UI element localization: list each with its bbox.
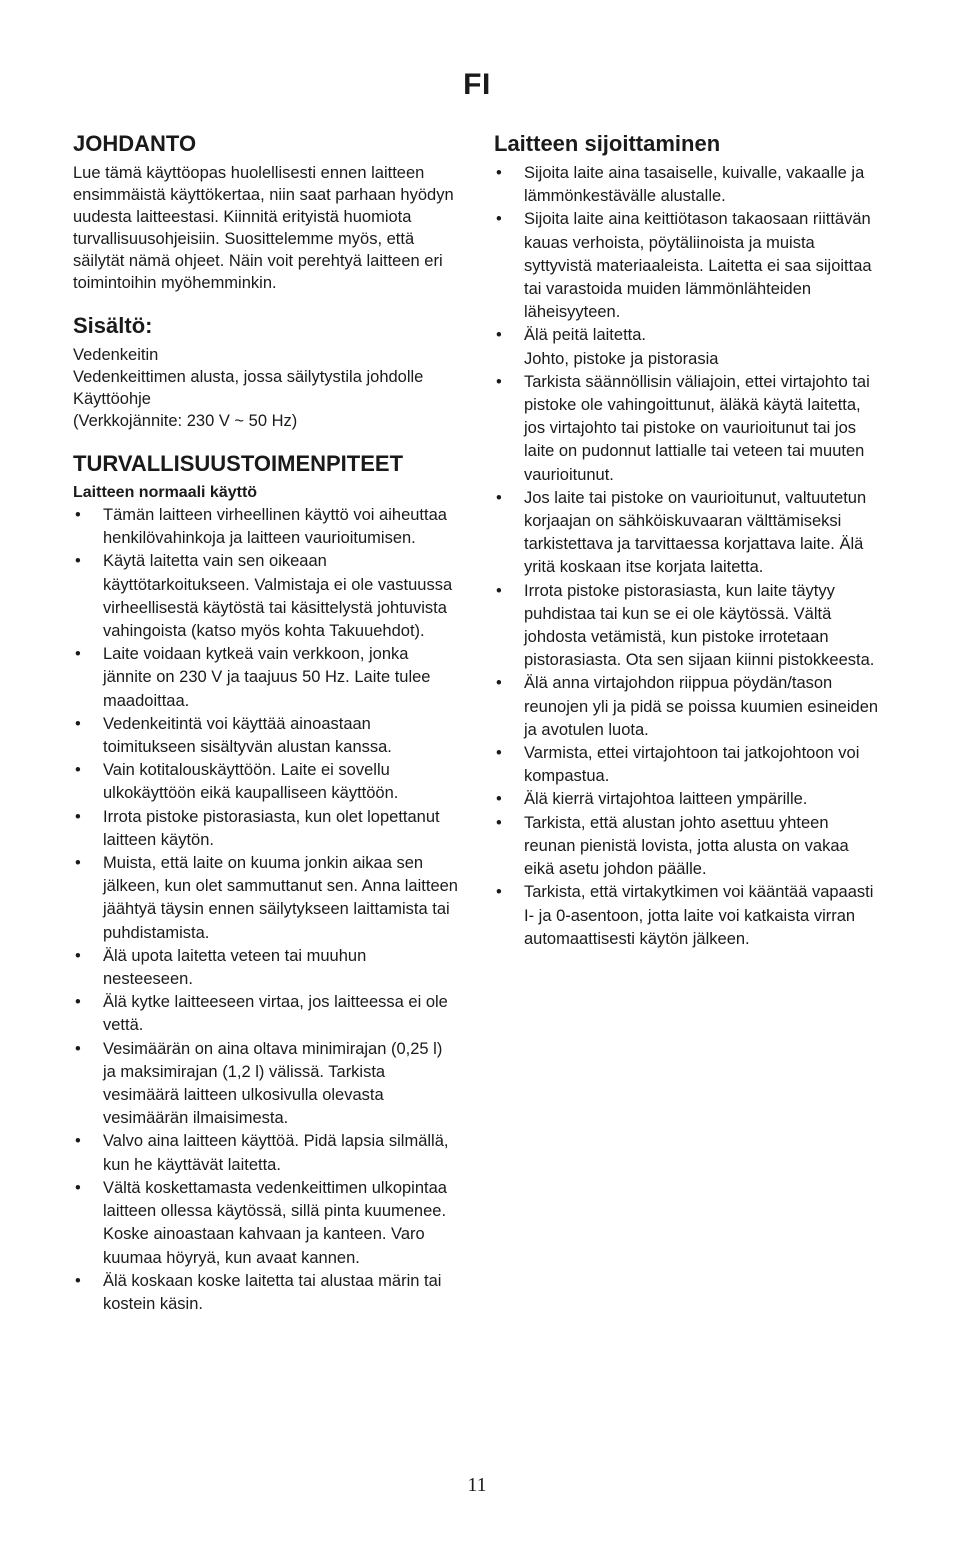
intro-heading: JOHDANTO [73, 131, 197, 156]
placement-item: • Tarkista säännöllisin väliajoin, ettei virtajohto tai pistoke ole vahingoittunut, äläkä käytä laitetta, jos virtajohto tai pistoke on vaurioitunut tai jos laite on pudonnut lattialle tai veteen tai muuten vaurioitunut. [494, 371, 879, 487]
placement-section [494, 130, 879, 951]
contents-section [73, 312, 458, 432]
safety-item: • Käytä laitetta vain sen oikeaan käyttötarkoitukseen. Valmistaja ei ole vastuussa virheellisestä käytöstä tai käsittelystä johtuvista vahingoista (katso myös kohta Takuuehdot). [73, 550, 458, 643]
contents-heading: Sisältö: [73, 313, 153, 338]
placement-heading: Laitteen sijoittaminen [494, 131, 721, 156]
safety-item: • Vältä koskettamasta vedenkeittimen ulkopintaa laitteen ollessa käytössä, sillä pinta kuumenee. Koske ainoastaan kahvaan ja kanteen. Varo kuumaa höyryä, kun avaat kannen. [73, 1177, 458, 1270]
safety-heading: TURVALLISUUSTOIMENPITEET [73, 451, 404, 476]
placement-item: • Varmista, ettei virtajohtoon tai jatkojohtoon voi kompastua. [494, 742, 879, 788]
placement-item: • Älä peitä laitetta. Johto, pistoke ja pistorasia [494, 324, 879, 370]
placement-item: • Älä anna virtajohdon riippua pöydän/tason reunojen yli ja pidä se poissa kuumien esineiden ja avotulen luota. [494, 672, 879, 742]
safety-item: • Irrota pistoke pistorasiasta, kun olet lopettanut laitteen käytön. [73, 806, 458, 852]
placement-list [494, 162, 879, 951]
contents-line: Käyttöohje [73, 390, 151, 408]
safety-item: • Vedenkeitintä voi käyttää ainoastaan toimitukseen sisältyvän alustan kanssa. [73, 713, 458, 759]
safety-item: • Valvo aina laitteen käyttöä. Pidä lapsia silmällä, kun he käyttävät laitetta. [73, 1130, 458, 1176]
safety-section [73, 450, 458, 1316]
intro-section [73, 130, 458, 294]
page-number: 11 [467, 1474, 487, 1496]
placement-item: • Tarkista, että virtakytkimen voi kääntää vapaasti I- ja 0-asentoon, jotta laite voi katkaista virran automaattisesti käytön jälkeen. [494, 881, 879, 951]
safety-item: • Vain kotitalouskäyttöön. Laite ei sovellu ulkokäyttöön eikä kaupalliseen käyttöön. [73, 759, 458, 805]
placement-item: • Älä kierrä virtajohtoa laitteen ympärille. [494, 788, 879, 811]
safety-subheading: Laitteen normaali käyttö [73, 484, 258, 501]
contents-line: Vedenkeitin [73, 346, 159, 364]
safety-item: • Muista, että laite on kuuma jonkin aikaa sen jälkeen, kun olet sammuttanut sen. Anna laitteen jäähtyä täysin ennen säilytykseen laittamista tai puhdistamista. [73, 852, 458, 945]
placement-item: • Sijoita laite aina tasaiselle, kuivalle, vakaalle ja lämmönkestävälle alustalle. [494, 162, 879, 208]
placement-item: • Irrota pistoke pistorasiasta, kun laite täytyy puhdistaa tai kun se ei ole käytössä. Vältä johdosta vetämistä, kun pistoke irrotetaan pistorasiasta. Ota sen sijaan kiinni pistokkeesta. [494, 580, 879, 673]
intro-text: Lue tämä käyttöopas huolellisesti ennen laitteen ensimmäistä käyttökertaa, niin saat parhaan hyödyn uudesta laitteestasi. Kiinnitä erityistä huomiota turvallisuusohjeisiin. Suosittelemme myös, että säilytät nämä ohjeet. Näin voit perehtyä laitteen eri toimintoihin myöhemminkin. [73, 164, 454, 292]
safety-item: • Vesimäärän on aina oltava minimirajan (0,25 l) ja maksimirajan (1,2 l) välissä. Tarkista vesimäärä laitteen ulkosivulla olevasta vesimäärän ilmaisimesta. [73, 1038, 458, 1131]
right-column [494, 130, 879, 969]
language-code: FI [463, 68, 491, 101]
safety-item: • Laite voidaan kytkeä vain verkkoon, jonka jännite on 230 V ja taajuus 50 Hz. Laite tulee maadoittaa. [73, 643, 458, 713]
left-column [73, 130, 458, 1334]
safety-item: • Älä kytke laitteeseen virtaa, jos laitteessa ei ole vettä. [73, 991, 458, 1037]
contents-line: (Verkkojännite: 230 V ~ 50 Hz) [73, 412, 298, 430]
safety-item: • Älä upota laitetta veteen tai muuhun nesteeseen. [73, 945, 458, 991]
safety-list [73, 504, 458, 1316]
safety-item: • Tämän laitteen virheellinen käyttö voi aiheuttaa henkilövahinkoja ja laitteen vaurioitumisen. [73, 504, 458, 550]
placement-item: • Jos laite tai pistoke on vaurioitunut, valtuutetun korjaajan on sähköiskuvaaran välttämiseksi tarkistettava ja tarvittaessa korjattava laite. Älä yritä koskaan itse korjata laitetta. [494, 487, 879, 580]
safety-item: • Älä koskaan koske laitetta tai alustaa märin tai kostein käsin. [73, 1270, 458, 1316]
placement-item: • Sijoita laite aina keittiötason takaosaan riittävän kauas verhoista, pöytäliinoista ja muista syttyvistä materiaaleista. Laitetta ei saa sijoittaa tai varastoida muiden lämmönlähteiden läheisyyteen. [494, 208, 879, 324]
contents-line: Vedenkeittimen alusta, jossa säilytystila johdolle [73, 368, 424, 386]
placement-item: • Tarkista, että alustan johto asettuu yhteen reunan pienistä lovista, jotta alusta on vakaa eikä asetu johdon päälle. [494, 812, 879, 882]
